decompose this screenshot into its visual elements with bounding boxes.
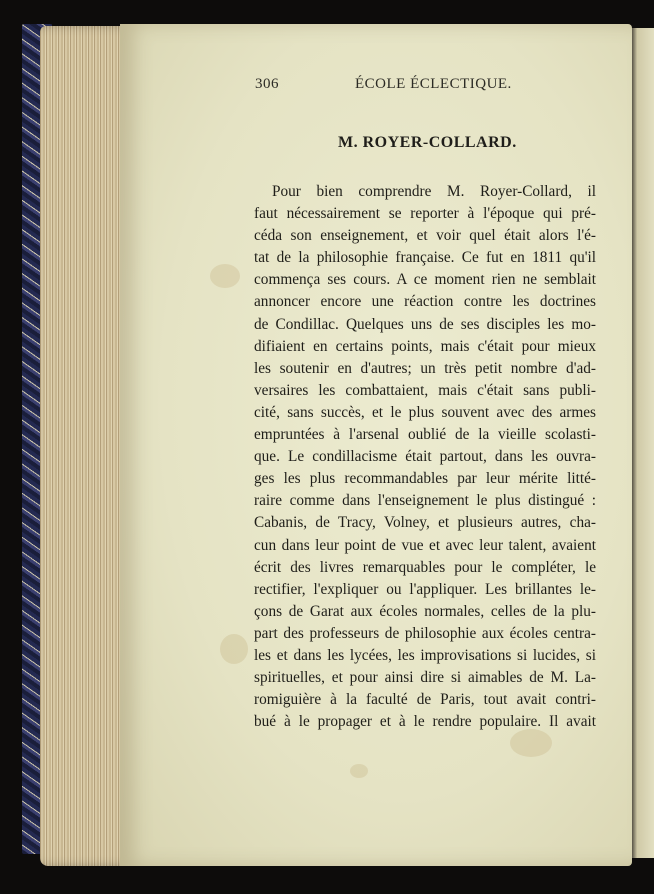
text-line: les soutenir en d'autres; un très petit nombre d'ad- [254, 359, 596, 377]
text-line: faut nécessairement se reporter à l'époque qui pré- [254, 205, 596, 223]
text-line: versaires les combattaient, mais c'était sans publi- [254, 381, 596, 399]
text-line: çons de Garat aux écoles normales, celles de la plu- [254, 602, 596, 620]
running-head-title: ÉCOLE ÉCLECTIQUE. [355, 76, 512, 92]
text-line: tat de la philosophie française. Ce fut en 1811 qu'il [254, 249, 596, 267]
text-line: commença ses cours. A ce moment rien ne semblait [254, 271, 596, 289]
text-line: empruntées à l'arsenal oublié de la vieille scolasti- [254, 426, 596, 444]
right-page-edge [630, 28, 654, 858]
foxing-stain [210, 264, 240, 288]
chapter-title: M. ROYER-COLLARD. [338, 134, 517, 151]
text-line: les et dans les lycées, les improvisations si lucides, si [254, 646, 596, 664]
foxing-stain [220, 634, 248, 664]
text-line: céda son enseignement, et voir quel était alors l'é- [254, 227, 596, 245]
text-line: part des professeurs de philosophie aux écoles centra- [254, 624, 596, 642]
text-line: cité, sans succès, et le plus souvent avec des armes [254, 403, 596, 421]
text-line: difiaient en certains points, mais c'était pour mieux [254, 337, 596, 355]
text-line: Pour bien comprendre M. Royer-Collard, il [272, 183, 596, 200]
text-line: ges les plus recommandables par leur mérite litté- [254, 470, 596, 488]
body-paragraph [254, 181, 596, 733]
text-line: rectifier, l'expliquer ou l'appliquer. Les brillantes le- [254, 580, 596, 598]
page-number: 306 [255, 76, 279, 92]
text-line: raire comme dans l'enseignement le plus distingué : [254, 492, 596, 510]
text-line: annoncer encore une réaction contre les doctrines [254, 293, 596, 311]
text-line: bué à le propager et à le rendre populaire. Il avait [254, 713, 596, 731]
foxing-stain [350, 764, 368, 778]
text-line: Cabanis, de Tracy, Volney, et plusieurs autres, cha- [254, 514, 596, 532]
text-line: romiguière à la faculté de Paris, tout avait contri- [254, 691, 596, 709]
text-line: que. Le condillacisme était partout, dans les ouvra- [254, 448, 596, 466]
text-line: écrit des livres remarquables pour le compléter, le [254, 558, 596, 576]
text-line: spirituelles, et pour ainsi dire si aimables de M. La- [254, 669, 596, 687]
text-line: cun dans leur point de vue et avec leur talent, avaient [254, 536, 596, 554]
text-line: de Condillac. Quelques uns de ses disciples les mo- [254, 315, 596, 333]
